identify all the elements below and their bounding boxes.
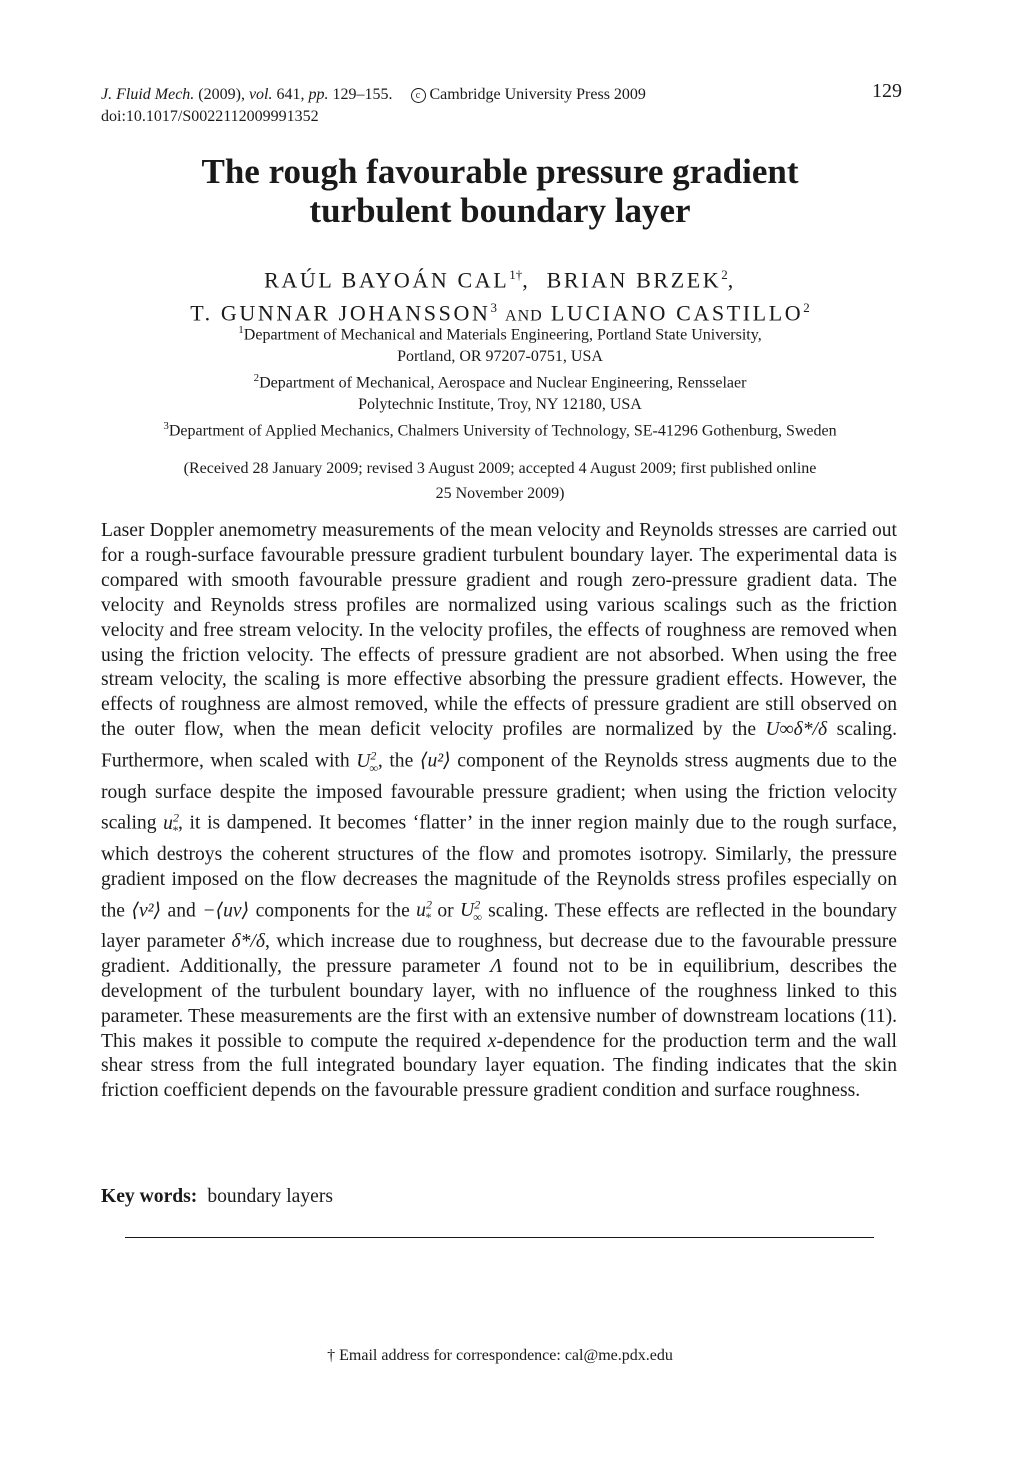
page-number: 129 — [872, 80, 902, 102]
keywords — [101, 1185, 333, 1209]
affiliation-mark: 1 — [238, 324, 244, 336]
author-name: T. GUNNAR JOHANSSON — [190, 300, 491, 326]
math-inline: ⟨v²⟩ — [131, 900, 162, 922]
math-inline: $u^2_*$ — [163, 810, 179, 837]
received-line-1: (Received 28 January 2009; revised 3 August 2009; accepted 4 August 2009; first published online — [183, 460, 817, 477]
received-line-2: 25 November 2009) — [435, 485, 565, 502]
vol-number: 641, — [272, 86, 309, 103]
abstract-text: and — [161, 900, 203, 922]
doi: doi:10.1017/S0022112009991352 — [101, 108, 319, 125]
citation-year: (2009), — [194, 86, 249, 103]
math-inline: Λ — [490, 955, 503, 977]
keywords-label: Key words: — [101, 1186, 198, 1207]
citation-line — [101, 84, 901, 106]
math-inline: $U^2_\infty$ — [460, 897, 482, 924]
author-mark: 2 — [803, 300, 810, 316]
abstract-text: -dependence for the production term and the wall shear stress from the full integrated boundary layer equation. The finding indicates that the skin friction coefficient depends on the favourable pressure gradient condition and surface roughness. — [101, 1030, 897, 1102]
abstract-text: , it is dampened. It becomes ‘flatter’ in the inner region mainly due to the rough surface, which destroys the coherent structures of the flow and promotes isotropy. Similarly, the pressure gradient imposed on the flow decreases the magnitude of the Reynolds stress profiles especially on the — [101, 812, 897, 922]
math-inline: −⟨uv⟩ — [202, 900, 250, 922]
abstract-text: , the — [377, 750, 420, 772]
running-header — [101, 84, 901, 128]
affiliation-1 — [100, 319, 900, 368]
affiliation-text: Department of Mechanical, Aerospace and Nuclear Engineering, Rensselaer — [259, 374, 747, 392]
abstract-text: Laser Doppler anemometry measurements of the mean velocity and Reynolds stresses are carried out for a rough-surface favourable pressure gradient turbulent boundary layer. The experimental data is compared with smooth favourable pressure gradient and rough zero-pressure gradient data. The velocity and Reynolds stress profiles are normalized using various scalings such as the friction velocity and free stream velocity. In the velocity profiles, the effects of roughness are removed when using the friction velocity. The effects of pressure gradient are not absorbed. When using the free stream velocity, the scaling is more effective absorbing the pressure gradient effects. However, the effects of roughness are almost removed, while the effects of pressure gradient are still observed on the outer flow, when the mean deficit velocity profiles are normalized by the — [101, 520, 897, 741]
abstract-text: components for the — [249, 900, 417, 922]
author-line-1: RAÚL BAYOÁN $CAL^{1\dagger}$, BRIAN BRZEK$^2$, — [264, 267, 736, 293]
affiliation-mark: 3 — [163, 420, 169, 432]
title-line-2: turbulent boundary layer — [309, 191, 691, 230]
abstract-text: component of the Reynolds stress augments due to the rough surface despite the imposed favourable pressure gradient; when using the friction velocity scaling — [101, 750, 897, 834]
math-inline: $U^2_\infty$ — [356, 748, 378, 775]
abstract-text: or — [430, 900, 461, 922]
author-name: LUCIANO CASTILLO — [550, 300, 804, 326]
math-inline: $u^2_*$ — [416, 897, 432, 924]
abstract-text: found not to be in equilibrium, describes the development of the turbulent boundary layer, with no influence of the roughness linked to this parameter. These measurements are the first with an extensive number of downstream locations (11). This makes it possible to compute the required — [101, 955, 897, 1052]
abstract-text: scaling. Furthermore, when scaled with — [101, 719, 897, 772]
abstract-text: , which increase due to roughness, but decrease due to the favourable pressure gradient. Additionally, the pressure parameter — [101, 930, 897, 977]
affiliation-mark: 2 — [253, 372, 260, 384]
abstract — [101, 519, 897, 1104]
vol-label: vol. — [248, 86, 273, 103]
title-line-1: The rough favourable pressure gradient — [201, 152, 799, 191]
footnote-divider — [125, 1237, 874, 1238]
affiliation-3 — [100, 415, 900, 442]
abstract-text: scaling. These effects are reflected in the boundary layer parameter — [101, 900, 897, 952]
author-conjunction: AND — [505, 307, 543, 325]
footnote: † Email address for correspondence: cal@me.pdx.edu — [327, 1347, 673, 1364]
affiliation-text: Department of Mechanical and Materials Engineering, Portland State University, — [243, 326, 762, 344]
author-mark: 1† — [509, 267, 523, 282]
math-inline: δ*/δ — [231, 930, 265, 952]
author-name: BRIAN BRZEK — [546, 267, 722, 293]
math-inline: x — [487, 1030, 497, 1052]
pp-label: pp. — [308, 86, 329, 103]
author-name: RAÚL BAYOÁN CAL — [264, 267, 510, 293]
math-inline: U∞δ*/δ — [765, 719, 828, 741]
author-mark: 3 — [490, 300, 497, 316]
affiliation-2 — [100, 367, 900, 416]
paper-title — [100, 152, 900, 230]
copyright-icon: c — [411, 88, 426, 103]
affiliation-text: Portland, OR 97207-0751, USA — [397, 348, 603, 366]
author-mark: 2 — [721, 267, 728, 282]
journal-name: J. Fluid Mech. — [101, 86, 195, 103]
math-inline: ⟨u²⟩ — [419, 750, 451, 772]
copyright-text: Cambridge University Press 2009 — [429, 86, 646, 103]
affiliation-text: Department of Applied Mechanics, Chalmers University of Technology, SE-41296 Gothenburg, Sweden — [168, 422, 837, 440]
pp-range: 129–155. — [328, 86, 393, 103]
keywords-value: boundary layers — [207, 1186, 334, 1207]
affiliation-text: Polytechnic Institute, Troy, NY 12180, USA — [358, 396, 642, 414]
received-dates — [100, 456, 900, 506]
